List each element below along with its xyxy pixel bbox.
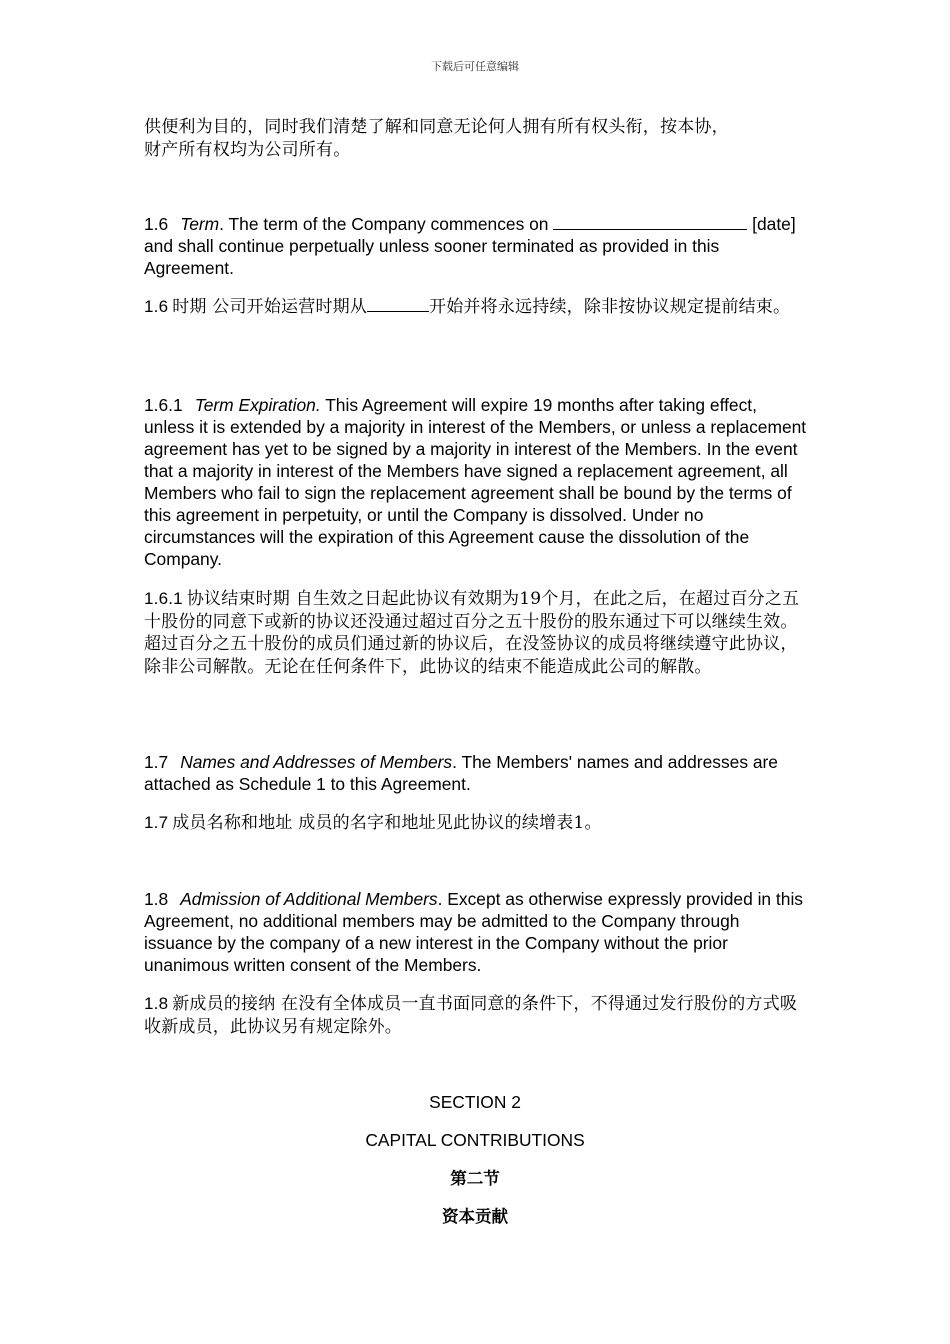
clause-number: 1.6.1 <box>144 589 183 608</box>
section-title-zh: 资本贡献 <box>442 1207 508 1226</box>
clause-number: 1.6.1 <box>144 395 183 415</box>
clause-number: 1.8 <box>144 889 169 909</box>
clause-1-7-zh <box>144 812 808 835</box>
clause-number: 1.8 <box>144 994 169 1013</box>
clause-number: 1.6 <box>144 297 169 316</box>
clause-number: 1.6 <box>144 214 169 234</box>
clause-text-b: [date] and shall continue perpetually unless sooner terminated as provided in this Agreement. <box>144 214 796 278</box>
clause-text: This Agreement will expire 19 months after taking effect, unless it is extended by a majority in interest of the Members, or unless a replacement agreement has yet to be signed by a majority in interest of the Members. In the event that a majority in interest of the Members have signed a replacement agreement, all Members who fail to sign the replacement agreement shall be bound by the terms of this agreement in perpetuity, or until the Company is dissolved. Under no circumstances will the expiration of this Agreement cause the dissolution of the Company. <box>144 395 807 569</box>
clause-text-a: . The term of the Company commences on <box>219 214 554 234</box>
clause-1-6-1-zh <box>144 588 808 678</box>
clause-1-8 <box>144 888 808 976</box>
clause-1-6-1 <box>144 394 808 570</box>
date-blank-line <box>553 214 747 230</box>
clause-text-b: 开始并将永远持续，除非按协议规定提前结束。 <box>429 297 791 317</box>
clause-1-6 <box>144 213 808 279</box>
intro-paragraph-zh <box>144 116 808 161</box>
clause-title: Term <box>180 214 220 234</box>
clause-number: 1.7 <box>144 752 169 772</box>
intro-line-2: 财产所有权均为公司所有。 <box>144 139 351 160</box>
clause-1-6-zh <box>144 296 808 319</box>
clause-text: . Except as otherwise expressly provided in this Agreement, no additional members may be admitted to the Company through issuance by the company of a new interest in the Company without the prior unanimous written consent of the Members. <box>144 889 803 975</box>
clause-text-a: 时期 公司开始运营时期从 <box>172 297 368 317</box>
clause-title: Names and Addresses of Members <box>180 752 453 772</box>
clause-1-8-zh <box>144 993 808 1038</box>
clause-text: 成员名称和地址 成员的名字和地址见此协议的续增表1。 <box>172 813 602 833</box>
clause-text: 新成员的接纳 在没有全体成员一直书面同意的条件下，不得通过发行股份的方式吸收新成员，此协议另有规定除外。 <box>144 994 798 1037</box>
date-blank-line <box>367 296 429 312</box>
section-label: SECTION 2 <box>429 1092 521 1112</box>
page-header-note: 下载后可任意编辑 <box>431 60 519 73</box>
section-label-zh: 第二节 <box>450 1169 500 1188</box>
clause-text: . The Members' names and addresses are attached as Schedule 1 to this Agreement. <box>144 752 778 794</box>
clause-text: 协议结束时期 自生效之日起此协议有效期为19个月，在此之后，在超过百分之五十股份的同意下或新的协议还没通过超过百分之五十股份的股东通过下可以继续生效。超过百分之五十股份的成员们通过新的协议后，在没签协议的成员将继续遵守此协议，除非公司解散。无论在任何条件下，此协议的结束不能造成此公司的解散。 <box>144 589 800 677</box>
section-title: CAPITAL CONTRIBUTIONS <box>365 1130 585 1150</box>
clause-number: 1.7 <box>144 813 169 832</box>
clause-1-7 <box>144 751 808 795</box>
clause-title: Admission of Additional Members <box>180 889 438 909</box>
clause-title: Term Expiration. <box>194 395 321 415</box>
intro-line-1: 供便利为目的，同时我们清楚了解和同意无论何人拥有所有权头衔，按本协， <box>144 117 729 137</box>
